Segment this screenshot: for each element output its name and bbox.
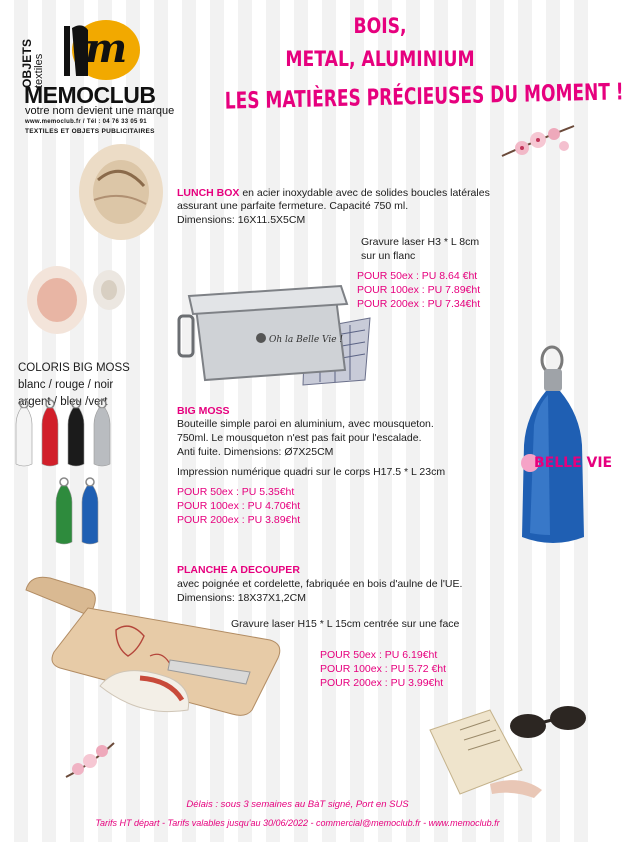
bigmoss-bottle-image bbox=[500, 345, 613, 550]
bigmoss-price-50: POUR 50ex : PU 5.35€ht bbox=[177, 486, 295, 498]
headline-line-2: METAL, ALUMINIUM bbox=[285, 47, 475, 71]
footer-terms: Tarifs HT départ - Tarifs valables jusqu'au 30/06/2022 - commercial@memoclub.fr - www.memoclub.fr bbox=[95, 818, 500, 828]
cutting-board-image bbox=[20, 560, 295, 720]
bigmoss-line-3: Anti fuite. Dimensions: Ø7X25CM bbox=[177, 446, 334, 458]
lunchbox-dimensions: Dimensions: 16X11.5X5CM bbox=[177, 214, 306, 226]
headline-line-3: LES MATIÈRES PRÉCIEUSES DU MOMENT ! bbox=[224, 79, 624, 115]
bigmoss-title: BIG MOSS bbox=[177, 405, 230, 417]
bottle-print-text: BELLE VIE bbox=[534, 455, 613, 471]
colors-line-1: blanc / rouge / noir bbox=[18, 379, 114, 391]
lunchbox-title: LUNCH BOX bbox=[177, 187, 240, 199]
lunchbox-desc-first: en acier inoxydable avec de solides boucles latérales bbox=[239, 187, 490, 199]
logo-vertical-textiles: textiles bbox=[33, 53, 45, 88]
planche-price-100: POUR 100ex : PU 5.72 €ht bbox=[320, 663, 447, 675]
lunchbox-image bbox=[175, 280, 375, 390]
planche-price-50: POUR 50ex : PU 6.19€ht bbox=[320, 649, 438, 661]
food-plate-icon bbox=[25, 260, 135, 340]
planche-line-1: avec poignée et cordelette, fabriquée en bois d'aulne de l'UE. bbox=[177, 578, 463, 590]
cherry-blossom-icon bbox=[498, 116, 578, 166]
flower-icon bbox=[60, 735, 120, 783]
lunchbox-price-200: POUR 200ex : PU 7.34€ht bbox=[357, 298, 481, 310]
brand-name: MEMOCLUB bbox=[24, 82, 156, 108]
bottle-swatch bbox=[68, 400, 84, 466]
lunchbox-engraving-1: Gravure laser H3 * L 8cm bbox=[361, 236, 480, 248]
bottle-swatches bbox=[12, 390, 122, 530]
colors-line-2: argent / bleu /vert bbox=[18, 396, 108, 408]
planche-title: PLANCHE A DECOUPER bbox=[177, 564, 300, 576]
lunchbox-price-100: POUR 100ex : PU 7.89€ht bbox=[357, 284, 481, 296]
lunchbox-price-50: POUR 50ex : PU 8.64 €ht bbox=[357, 270, 478, 282]
book-and-sunglasses-image bbox=[420, 690, 590, 800]
bottle-swatch bbox=[82, 478, 98, 544]
brand-slogan: votre nom devient une marque bbox=[25, 105, 175, 117]
bottle-swatch bbox=[16, 400, 32, 466]
bigmoss-price-200: POUR 200ex : PU 3.89€ht bbox=[177, 514, 301, 526]
bottle-swatch bbox=[42, 400, 58, 466]
logo bbox=[20, 16, 128, 88]
logo-vertical-objets: OBJETS bbox=[20, 38, 34, 88]
logo-monogram-icon bbox=[60, 18, 142, 82]
bigmoss-price-100: POUR 100ex : PU 4.70€ht bbox=[177, 500, 301, 512]
lunchbox-desc bbox=[177, 187, 577, 200]
logo-monogram-letter: m bbox=[84, 25, 128, 72]
lunchbox-desc-line-2: assurant une parfaite fermeture. Capacité 750 ml. bbox=[177, 200, 409, 212]
planche-engraving: Gravure laser H15 * L 15cm centrée sur une face bbox=[231, 618, 460, 630]
bottle-swatch bbox=[56, 478, 72, 544]
brand-tagline: TEXTILES ET OBJETS PUBLICITAIRES bbox=[25, 128, 155, 135]
bigmoss-line-2: 750ml. Le mousqueton n'est pas fait pour l'escalade. bbox=[177, 432, 422, 444]
colors-title: COLORIS BIG MOSS bbox=[18, 362, 130, 374]
lunchbox-engraving-2: sur un flanc bbox=[361, 250, 416, 262]
headline-line-1: BOIS, bbox=[353, 14, 407, 38]
lunchbox-engraved-text: Oh la Belle Vie ! bbox=[269, 335, 344, 345]
bigmoss-print: Impression numérique quadri sur le corps H17.5 * L 23cm bbox=[177, 466, 446, 478]
bigmoss-line-1: Bouteille simple paroi en aluminium, avec mousqueton. bbox=[177, 418, 434, 430]
bottle-swatch bbox=[94, 400, 110, 466]
hat-icon bbox=[76, 140, 166, 250]
planche-price-200: POUR 200ex : PU 3.99€ht bbox=[320, 677, 444, 689]
brand-contact: www.memoclub.fr / Tél : 04 76 33 05 91 bbox=[25, 119, 147, 125]
footer-delays: Délais : sous 3 semaines au BàT signé, Port en SUS bbox=[186, 799, 409, 810]
planche-dimensions: Dimensions: 18X37X1,2CM bbox=[177, 592, 306, 604]
